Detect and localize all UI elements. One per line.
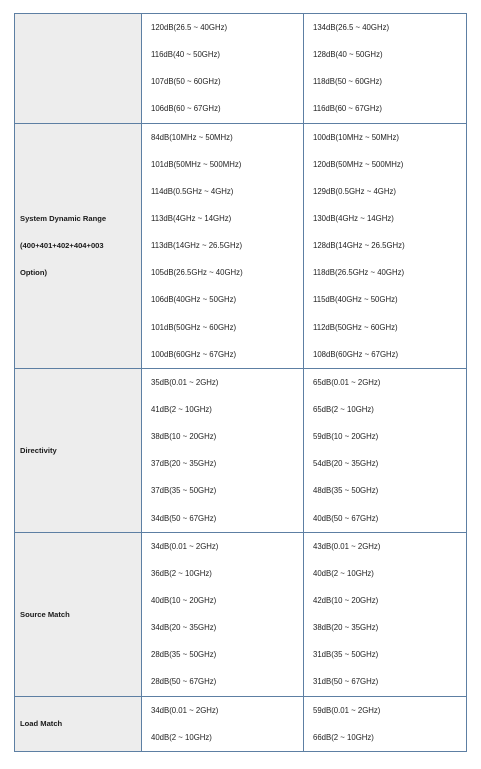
table-row xyxy=(15,532,467,696)
parameter-label: Source Match xyxy=(20,609,70,619)
spec-value: 107dB(50 ~ 60GHz) xyxy=(151,77,221,87)
spec-value: 59dB(10 ~ 20GHz) xyxy=(313,432,379,442)
spec-value: 40dB(10 ~ 20GHz) xyxy=(151,595,217,605)
value-cell-b xyxy=(304,368,467,532)
spec-value: 34dB(50 ~ 67GHz) xyxy=(151,513,217,523)
spec-value: 105dB(26.5GHz ~ 40GHz) xyxy=(151,268,243,278)
spec-value: 118dB(50 ~ 60GHz) xyxy=(313,77,382,87)
value-cell-b xyxy=(304,14,467,124)
spec-value: 37dB(20 ~ 35GHz) xyxy=(151,459,217,469)
spec-value: 31dB(50 ~ 67GHz) xyxy=(313,677,379,687)
value-cell-a xyxy=(142,14,304,124)
spec-value: 38dB(10 ~ 20GHz) xyxy=(151,432,217,442)
spec-value: 113dB(14GHz ~ 26.5GHz) xyxy=(151,241,243,251)
spec-value: 41dB(2 ~ 10GHz) xyxy=(151,404,212,414)
parameter-cell xyxy=(15,368,142,532)
spec-value: 59dB(0.01 ~ 2GHz) xyxy=(313,705,381,715)
spec-value: 40dB(2 ~ 10GHz) xyxy=(313,568,374,578)
spec-value: 84dB(10MHz ~ 50MHz) xyxy=(151,132,233,142)
spec-value: 38dB(20 ~ 35GHz) xyxy=(313,623,379,633)
spec-value: 116dB(60 ~ 67GHz) xyxy=(313,104,382,114)
value-cell-b xyxy=(304,532,467,696)
spec-value: 66dB(2 ~ 10GHz) xyxy=(313,732,374,742)
spec-value: 31dB(35 ~ 50GHz) xyxy=(313,650,379,660)
spec-value: 42dB(10 ~ 20GHz) xyxy=(313,595,379,605)
table-row xyxy=(15,123,467,368)
spec-value: 116dB(40 ~ 50GHz) xyxy=(151,50,220,60)
spec-value: 115dB(40GHz ~ 50GHz) xyxy=(313,295,398,305)
spec-value: 40dB(50 ~ 67GHz) xyxy=(313,513,379,523)
value-cell-b xyxy=(304,123,467,368)
value-cell-a xyxy=(142,532,304,696)
spec-value: 101dB(50GHz ~ 60GHz) xyxy=(151,322,237,332)
spec-value: 28dB(35 ~ 50GHz) xyxy=(151,650,217,660)
spec-table xyxy=(14,13,467,752)
parameter-cell xyxy=(15,123,142,368)
value-cell-a xyxy=(142,123,304,368)
spec-value: 114dB(0.5GHz ~ 4GHz) xyxy=(151,186,234,196)
spec-value: 34dB(0.01 ~ 2GHz) xyxy=(151,541,219,551)
spec-value: 48dB(35 ~ 50GHz) xyxy=(313,486,379,496)
spec-value: 100dB(10MHz ~ 50MHz) xyxy=(313,132,400,142)
spec-value: 129dB(0.5GHz ~ 4GHz) xyxy=(313,186,396,196)
spec-value: 100dB(60GHz ~ 67GHz) xyxy=(151,349,237,359)
parameter-cell xyxy=(15,532,142,696)
spec-value: 130dB(4GHz ~ 14GHz) xyxy=(313,213,394,223)
spec-value: 134dB(26.5 ~ 40GHz) xyxy=(313,23,390,32)
spec-value: 120dB(26.5 ~ 40GHz) xyxy=(151,23,228,32)
spec-value: 101dB(50MHz ~ 500MHz) xyxy=(151,159,242,169)
parameter-cell xyxy=(15,14,142,124)
spec-value: 128dB(40 ~ 50GHz) xyxy=(313,50,383,60)
spec-value: 35dB(0.01 ~ 2GHz) xyxy=(151,377,219,387)
parameter-label: System Dynamic Range xyxy=(20,214,107,224)
parameter-label: (400+401+402+404+003 xyxy=(20,241,104,251)
parameter-label: Load Match xyxy=(20,719,63,729)
spec-value: 54dB(20 ~ 35GHz) xyxy=(313,459,379,469)
spec-value: 106dB(60 ~ 67GHz) xyxy=(151,104,221,114)
spec-value: 37dB(35 ~ 50GHz) xyxy=(151,486,217,496)
parameter-cell xyxy=(15,696,142,751)
table-row xyxy=(15,14,467,124)
spec-value: 65dB(2 ~ 10GHz) xyxy=(313,404,374,414)
parameter-label: Option) xyxy=(20,268,47,278)
table-row xyxy=(15,696,467,751)
spec-value: 40dB(2 ~ 10GHz) xyxy=(151,732,212,742)
spec-value: 113dB(4GHz ~ 14GHz) xyxy=(151,213,232,223)
spec-value: 106dB(40GHz ~ 50GHz) xyxy=(151,295,237,305)
spec-value: 34dB(0.01 ~ 2GHz) xyxy=(151,705,219,715)
spec-value: 120dB(50MHz ~ 500MHz) xyxy=(313,159,404,169)
spec-value: 28dB(50 ~ 67GHz) xyxy=(151,677,217,687)
spec-value: 34dB(20 ~ 35GHz) xyxy=(151,623,217,633)
spec-value: 128dB(14GHz ~ 26.5GHz) xyxy=(313,241,405,251)
value-cell-a xyxy=(142,696,304,751)
value-cell-b xyxy=(304,696,467,751)
spec-value: 112dB(50GHz ~ 60GHz) xyxy=(313,322,398,332)
spec-value: 108dB(60GHz ~ 67GHz) xyxy=(313,349,399,359)
spec-value: 36dB(2 ~ 10GHz) xyxy=(151,568,212,578)
parameter-label: Directivity xyxy=(20,445,57,455)
spec-value: 65dB(0.01 ~ 2GHz) xyxy=(313,377,381,387)
value-cell-a xyxy=(142,368,304,532)
table-row xyxy=(15,368,467,532)
spec-value: 118dB(26.5GHz ~ 40GHz) xyxy=(313,268,405,278)
spec-table-body xyxy=(15,14,467,752)
spec-value: 43dB(0.01 ~ 2GHz) xyxy=(313,541,381,551)
